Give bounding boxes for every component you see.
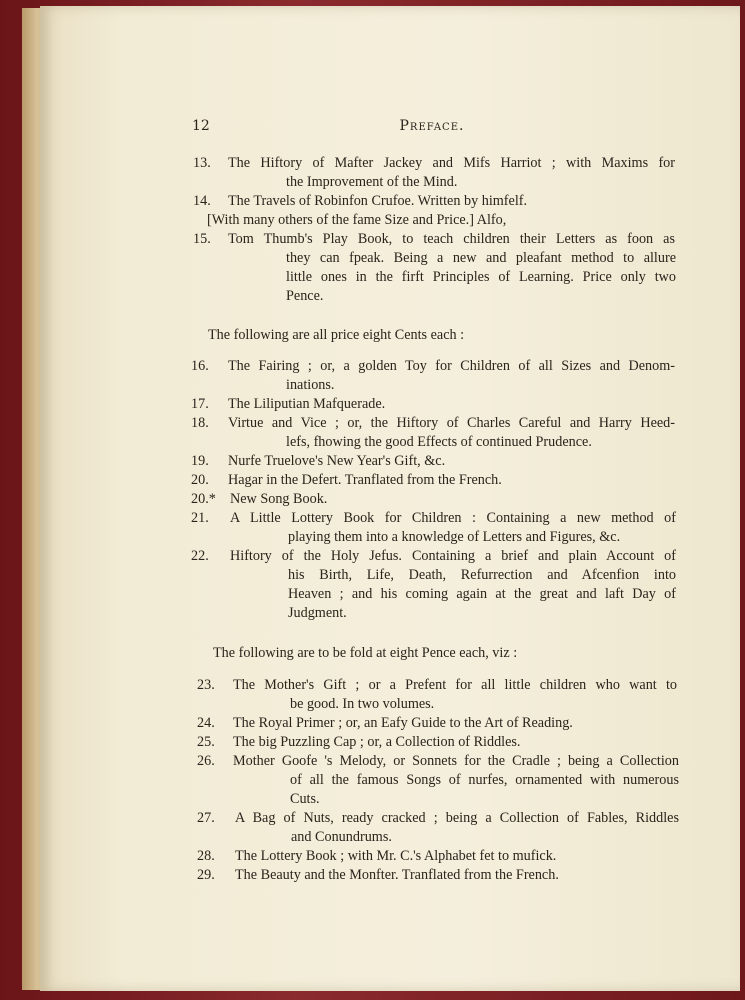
text-line: New Song Book. bbox=[230, 491, 328, 507]
entry-number: 23. bbox=[197, 677, 215, 693]
text-line: The big Puzzling Cap ; or, a Collection of Riddles. bbox=[233, 734, 521, 750]
entry-number: 19. bbox=[191, 453, 209, 469]
text-line: lefs, fhowing the good Effects of continued Prudence. bbox=[286, 434, 592, 450]
text-line: Virtue and Vice ; or, the Hiftory of Charles Careful and Harry Heed- bbox=[228, 415, 675, 431]
text-line: and Conundrums. bbox=[291, 829, 392, 845]
text-line: Hiftory of the Holy Jefus. Containing a brief and plain Account of bbox=[230, 548, 676, 564]
text-line: Tom Thumb's Play Book, to teach children their Letters as foon as bbox=[228, 231, 675, 247]
entry-number: 22. bbox=[191, 548, 209, 564]
text-line: Mother Goofe 's Melody, or Sonnets for the Cradle ; being a Collection bbox=[233, 753, 679, 769]
text-line: of all the famous Songs of nurfes, ornamented with numerous bbox=[290, 772, 679, 788]
text-line: The Royal Primer ; or, an Eafy Guide to the Art of Reading. bbox=[233, 715, 573, 731]
text-line: The Fairing ; or, a golden Toy for Children of all Sizes and Denom- bbox=[228, 358, 675, 374]
text-line: The Beauty and the Monfter. Tranflated from the French. bbox=[235, 867, 559, 883]
entry-number: 14. bbox=[193, 193, 211, 209]
entry-number: 20.* bbox=[191, 491, 216, 507]
text-line: little ones in the firft Principles of Learning. Price only two bbox=[286, 269, 676, 285]
book-page bbox=[40, 6, 740, 991]
entry-number: 17. bbox=[191, 396, 209, 412]
text-line: they can fpeak. Being a new and pleafant method to allure bbox=[286, 250, 676, 266]
text-line: playing them into a knowledge of Letters and Figures, &c. bbox=[288, 529, 621, 545]
text-line: the Improvement of the Mind. bbox=[286, 174, 458, 190]
entry-number: 24. bbox=[197, 715, 215, 731]
page-number: 12 bbox=[192, 118, 210, 134]
text-line: inations. bbox=[286, 377, 335, 393]
entry-number: 27. bbox=[197, 810, 215, 826]
text-line: Cuts. bbox=[290, 791, 320, 807]
entry-number: 13. bbox=[193, 155, 211, 171]
text-line: be good. In two volumes. bbox=[290, 696, 435, 712]
text-line: The following are to be fold at eight Pence each, viz : bbox=[213, 645, 518, 661]
text-line: Hagar in the Defert. Tranflated from the French. bbox=[228, 472, 502, 488]
running-title: Preface. bbox=[399, 118, 465, 134]
text-line: The Liliputian Mafquerade. bbox=[228, 396, 386, 412]
text-line: The following are all price eight Cents each : bbox=[208, 327, 465, 343]
entry-number: 18. bbox=[191, 415, 209, 431]
text-line: Heaven ; and his coming again at the great and laft Day of bbox=[288, 586, 676, 602]
entry-number: 28. bbox=[197, 848, 215, 864]
entry-number: 21. bbox=[191, 510, 209, 526]
text-line: The Travels of Robinfon Crufoe. Written by himfelf. bbox=[228, 193, 528, 209]
entry-number: 20. bbox=[191, 472, 209, 488]
text-line: Nurfe Truelove's New Year's Gift, &c. bbox=[228, 453, 446, 469]
text-line: [With many others of the fame Size and Price.] Alfo, bbox=[207, 212, 507, 228]
text-line: The Hiftory of Mafter Jackey and Mifs Harriot ; with Maxims for bbox=[228, 155, 675, 171]
text-line: Pence. bbox=[286, 288, 324, 304]
text-line: his Birth, Life, Death, Refurrection and Afcenfion into bbox=[288, 567, 676, 583]
entry-number: 25. bbox=[197, 734, 215, 750]
text-line: The Mother's Gift ; or a Prefent for all little children who want to bbox=[233, 677, 677, 693]
entry-number: 15. bbox=[193, 231, 211, 247]
entry-number: 26. bbox=[197, 753, 215, 769]
text-body bbox=[40, 6, 740, 991]
text-line: A Bag of Nuts, ready cracked ; being a Collection of Fables, Riddles bbox=[235, 810, 679, 826]
entry-number: 29. bbox=[197, 867, 215, 883]
entry-number: 16. bbox=[191, 358, 209, 374]
text-line: Judgment. bbox=[288, 605, 347, 621]
text-line: The Lottery Book ; with Mr. C.'s Alphabet fet to mufick. bbox=[235, 848, 557, 864]
text-line: A Little Lottery Book for Children : Containing a new method of bbox=[230, 510, 676, 526]
